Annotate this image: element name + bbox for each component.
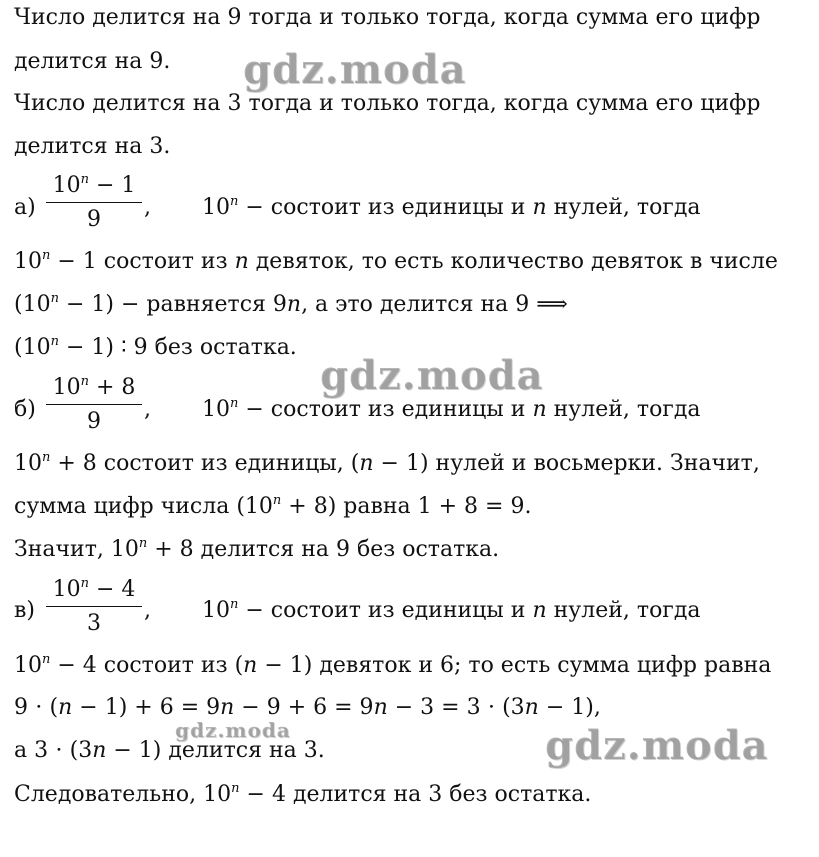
part-b-line-3: Значит, 10$^n$ + 8 делится на 9 без остатка.	[14, 536, 500, 562]
watermark-logo: gdz.moda	[545, 722, 769, 769]
intro-line-1: Число делится на 9 тогда и только тогда, когда сумма его цифр	[14, 5, 761, 30]
part-c-fraction-numerator: 10$^n$ − 4	[52, 576, 136, 602]
intro-line-2: делится на 9.	[14, 49, 171, 74]
watermark-logo: gdz.moda	[175, 718, 291, 742]
part-b-label: б)	[14, 397, 36, 422]
part-b-line-2: сумма цифр числа (10$^n$ + 8) равна 1 + 8 = 9.	[14, 493, 532, 519]
part-c-description: 10$^n$ − состоит из единицы и n нулей, тогда	[202, 597, 701, 623]
part-b-fraction-numerator: 10$^n$ + 8	[52, 374, 136, 400]
part-a-fraction-denominator: 9	[87, 207, 101, 232]
part-c-fraction	[46, 576, 142, 638]
part-c-line-2: 9 ⋅ (n − 1) + 6 = 9n − 9 + 6 = 9n − 3 = 3 ⋅ (3n − 1),	[14, 695, 601, 720]
part-a-label: а)	[14, 195, 36, 220]
part-b-comma: ,	[144, 397, 151, 422]
part-b-description: 10$^n$ − состоит из единицы и n нулей, тогда	[202, 396, 701, 422]
intro-line-3: Число делится на 3 тогда и только тогда, когда сумма его цифр	[14, 91, 761, 116]
part-a-fraction-numerator: 10$^n$ − 1	[52, 172, 136, 198]
part-c-comma: ,	[144, 598, 151, 623]
part-b-line-1: 10$^n$ + 8 состоит из единицы, (n − 1) нулей и восьмерки. Значит,	[14, 450, 760, 476]
part-b-fraction	[46, 374, 142, 436]
part-a-line-1: 10$^n$ − 1 состоит из n девяток, то есть количество девяток в числе	[14, 248, 778, 274]
intro-line-4: делится на 3.	[14, 134, 171, 159]
part-c-line-3: а 3 ⋅ (3n − 1) делится на 3.	[14, 738, 325, 763]
part-a-fraction	[46, 172, 142, 234]
part-b-fraction-denominator: 9	[87, 409, 101, 434]
part-c-line-1: 10$^n$ − 4 состоит из (n − 1) девяток и 6; то есть сумма цифр равна	[14, 652, 772, 678]
watermark-logo: gdz.moda	[320, 352, 544, 399]
part-c-fraction-denominator: 3	[87, 611, 101, 636]
part-a-description: 10$^n$ − состоит из единицы и n нулей, тогда	[202, 194, 701, 220]
watermark-logo: gdz.moda	[243, 46, 467, 93]
part-c-line-4: Следовательно, 10$^n$ − 4 делится на 3 без остатка.	[14, 781, 592, 807]
part-c-label: в)	[14, 598, 35, 623]
part-a-line-3: (10$^n$ − 1) ∶ 9 без остатка.	[14, 334, 297, 360]
part-a-line-2: (10$^n$ − 1) − равняется 9n, а это делится на 9 ⟹	[14, 291, 568, 317]
part-a-comma: ,	[144, 195, 151, 220]
